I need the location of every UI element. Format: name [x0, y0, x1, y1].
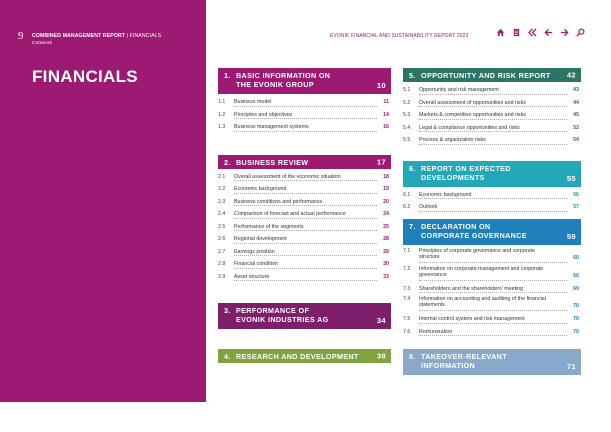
toc-item-number: 5.3 — [403, 112, 411, 118]
dotted-leader — [419, 292, 567, 293]
toc-item-number: 7.2 — [403, 265, 411, 272]
dotted-leader — [234, 280, 377, 281]
toc-item-number: 6.1 — [403, 191, 411, 198]
toc-item-page: 52 — [573, 124, 579, 131]
toc-item-number: 5.4 — [403, 124, 411, 131]
toc-item-number: 2.2 — [218, 186, 226, 192]
toc-column-left — [218, 68, 391, 363]
dotted-leader — [419, 310, 567, 311]
back-double-icon[interactable] — [528, 28, 537, 37]
toc-item-title: Remuneration — [419, 328, 453, 335]
dotted-leader — [419, 335, 567, 336]
toc-item[interactable] — [403, 122, 581, 135]
toc-item-page: 60 — [573, 254, 579, 261]
toc-item[interactable] — [218, 233, 391, 246]
toc-item[interactable] — [218, 183, 391, 196]
toc-item-number: 5.1 — [403, 87, 411, 93]
toc-item-title: Process & organization risks — [419, 137, 486, 143]
toc-item-page: 56 — [573, 191, 579, 198]
breadcrumb-section[interactable]: FINANCIALS — [129, 33, 162, 39]
section-header-1[interactable] — [218, 68, 391, 94]
section-page: 34 — [376, 316, 386, 325]
toc-item-title: Economic background — [419, 191, 472, 198]
section-number: 7. — [409, 221, 416, 231]
breadcrumb-main[interactable]: COMBINED MANAGEMENT REPORT — [32, 33, 126, 39]
toc-item-number: 7.1 — [403, 247, 411, 254]
section-header-4[interactable] — [218, 349, 391, 363]
toc-item-page: 18 — [383, 173, 389, 180]
dotted-leader — [234, 268, 377, 269]
section-title-line1: BASIC INFORMATION ON — [236, 71, 331, 80]
toc-item-page: 45 — [573, 112, 579, 118]
toc-item-title: Business conditions and performance — [234, 198, 323, 205]
toc-item[interactable] — [403, 84, 581, 97]
toc-item-title: Earnings position — [234, 248, 275, 255]
section-page: 59 — [566, 231, 576, 241]
toc-item-page: 44 — [573, 99, 579, 106]
section-title-line2: INFORMATION — [421, 361, 476, 370]
toc-item-page: 70 — [573, 303, 579, 309]
toc-item-page: 16 — [383, 124, 389, 130]
toc-item-title: Outlook — [419, 204, 438, 210]
section-page: 55 — [566, 173, 576, 183]
section-title-line2: CORPORATE GOVERNANCE — [421, 230, 527, 240]
toc-item[interactable] — [403, 134, 581, 147]
toc-item-page: 69 — [573, 285, 579, 292]
toc-item-page: 20 — [383, 198, 389, 205]
toc-item-title: Internal control system and risk management — [419, 316, 525, 322]
toc-item-title: Information on accounting and auditing of the financial statements — [419, 296, 546, 309]
toc-item-number: 1.3 — [218, 124, 226, 130]
dotted-leader — [234, 255, 377, 256]
toc-item-title: Economic background — [234, 186, 287, 192]
toc-item-number: 1.2 — [218, 111, 226, 118]
toc-item-number: 2.9 — [218, 273, 226, 280]
page-number: 9 — [18, 30, 24, 42]
toc-item-title: Principles of corporate governance and corporate structure — [419, 247, 536, 260]
toc-item[interactable] — [218, 271, 391, 284]
section-2-items — [218, 171, 391, 284]
section-7-items — [403, 247, 581, 339]
toc-item-number: 6.2 — [403, 204, 411, 210]
toc-item[interactable] — [403, 97, 581, 110]
toc-item-page: 25 — [383, 223, 389, 230]
section-title-line2: THE EVONIK GROUP — [236, 80, 314, 89]
document-icon[interactable] — [512, 28, 521, 37]
toc-item-number: 2.5 — [218, 223, 226, 230]
dotted-leader — [419, 131, 567, 132]
section-header-8[interactable] — [403, 349, 581, 375]
toc-item[interactable] — [218, 171, 391, 184]
toc-item[interactable] — [218, 109, 391, 122]
toc-item[interactable] — [403, 313, 581, 326]
toc-item-title: Shareholders and the shareholders' meeting — [419, 285, 524, 292]
toc-item-title: Overall assessment of the economic situation — [234, 173, 341, 180]
section-number: 6. — [409, 163, 416, 173]
toc-item[interactable] — [403, 295, 581, 313]
toc-item-number: 2.8 — [218, 261, 226, 267]
section-title-line1: DECLARATION ON — [421, 221, 491, 231]
section-5-items — [403, 84, 581, 147]
section-title-line1: REPORT ON EXPECTED — [421, 163, 511, 173]
toc-item-title: Legal & compliance opportunities and risks — [419, 124, 520, 131]
toc-item-page: 28 — [383, 236, 389, 242]
dotted-leader — [419, 119, 567, 120]
toc-item-page: 29 — [383, 248, 389, 255]
toc-item-page: 33 — [383, 273, 389, 280]
section-title-line1: TAKEOVER-RELEVANT — [421, 352, 507, 361]
breadcrumb-sub: Contents — [32, 41, 52, 46]
section-page: 10 — [376, 81, 386, 90]
toc-item-title: Business model — [234, 99, 272, 105]
toc-item[interactable] — [218, 196, 391, 209]
toc-item-page: 19 — [383, 186, 389, 192]
toc-item[interactable] — [403, 326, 581, 339]
section-header-5[interactable] — [403, 68, 581, 82]
toc-item[interactable] — [403, 201, 581, 214]
dotted-leader — [234, 193, 377, 194]
toc-item-title: Overall assessment of opportunities and risks — [419, 99, 526, 106]
toc-item[interactable] — [403, 283, 581, 296]
dotted-leader — [234, 106, 377, 107]
section-number: 1. — [224, 71, 231, 80]
section-title-line1: RESEARCH AND DEVELOPMENT — [236, 352, 359, 361]
section-page: 71 — [566, 362, 576, 371]
toc-item-title: Comparison of forecast and actual performance — [234, 211, 346, 217]
section-header-2[interactable] — [218, 155, 391, 169]
toc-item-page: 54 — [573, 137, 579, 143]
section-title-line1: BUSINESS REVIEW — [236, 157, 309, 167]
arrow-left-icon[interactable] — [544, 28, 553, 37]
toc-item[interactable] — [403, 189, 581, 202]
section-header-7[interactable] — [403, 219, 581, 245]
section-number: 5. — [409, 71, 416, 80]
toc-item[interactable] — [218, 208, 391, 221]
section-title-line1: OPPORTUNITY AND RISK REPORT — [421, 71, 551, 80]
dotted-leader — [419, 198, 567, 199]
toc-item-page: 30 — [383, 261, 389, 267]
toc-item[interactable] — [218, 246, 391, 259]
toc-item-number: 2.1 — [218, 173, 226, 180]
toc-item-page: 70 — [573, 316, 579, 322]
section-page: 38 — [376, 351, 386, 361]
toc-item-title: Performance of the segments — [234, 223, 304, 230]
toc-item-title: Financial condition — [234, 261, 278, 267]
page-title: FINANCIALS — [32, 67, 138, 86]
section-number: 8. — [409, 352, 416, 361]
section-number: 3. — [224, 306, 231, 315]
report-title: EVONIK FINANCIAL AND SUSTAINABILITY REPORT 2023 — [330, 33, 469, 39]
sidebar-panel — [0, 0, 206, 402]
toc-item[interactable] — [403, 247, 581, 265]
section-header-6[interactable] — [403, 161, 581, 187]
toc-item-title: Opportunity and risk management — [419, 87, 499, 93]
dotted-leader — [234, 131, 377, 132]
section-title-line2: EVONIK INDUSTRIES AG — [236, 315, 329, 324]
section-number: 4. — [224, 352, 231, 361]
toc-item-number: 7.6 — [403, 328, 411, 335]
toc-item-page: 57 — [573, 204, 579, 210]
home-icon[interactable] — [496, 28, 505, 37]
dotted-leader — [419, 94, 567, 95]
toc-item-page: 24 — [383, 211, 389, 217]
dotted-leader — [234, 243, 377, 244]
toc-item-number: 2.6 — [218, 236, 226, 242]
toc-item-page: 60 — [573, 272, 579, 279]
toc-item-number: 7.3 — [403, 285, 411, 292]
toc-item-title: Principles and objectives — [234, 111, 293, 118]
toc-item-title: Information on corporate management and corporate governance — [419, 265, 544, 278]
toc-item[interactable] — [218, 258, 391, 271]
arrow-right-icon[interactable] — [560, 28, 569, 37]
dotted-leader — [419, 106, 567, 107]
toc-item-page: 43 — [573, 87, 579, 93]
dotted-leader — [234, 218, 377, 219]
toc-item-number: 7.4 — [403, 296, 411, 302]
toc-item[interactable] — [218, 221, 391, 234]
toc-item-title: Asset structure — [234, 273, 270, 280]
breadcrumb — [32, 33, 161, 46]
toc-item-title: Regional development — [234, 236, 287, 242]
toc-item[interactable] — [218, 121, 391, 134]
toc-item-page: 11 — [383, 99, 389, 105]
dotted-leader — [234, 205, 377, 206]
breadcrumb-separator: | — [126, 33, 129, 39]
dotted-leader — [234, 180, 377, 181]
toc-item-number: 7.5 — [403, 316, 411, 322]
toc-item-title: Business management systems — [234, 124, 309, 130]
section-header-3[interactable] — [218, 303, 391, 329]
search-icon[interactable] — [576, 28, 585, 37]
section-number: 2. — [224, 157, 231, 167]
toc-column-right — [403, 68, 581, 375]
toc-item-page: 70 — [573, 328, 579, 335]
toc-item-title: Markets & competition opportunities and risks — [419, 112, 526, 118]
toc-item-page: 14 — [383, 111, 389, 118]
section-page: 17 — [376, 157, 386, 166]
dotted-leader — [234, 230, 377, 231]
toc-item-number: 1.1 — [218, 99, 226, 105]
dotted-leader — [419, 280, 567, 281]
nav-toolbar — [496, 28, 585, 37]
dotted-leader — [419, 323, 567, 324]
dotted-leader — [419, 262, 567, 263]
toc-item-number: 5.5 — [403, 137, 411, 143]
toc-item[interactable] — [218, 96, 391, 109]
dotted-leader — [419, 211, 567, 212]
dotted-leader — [419, 144, 567, 145]
section-1-items — [218, 96, 391, 134]
section-title-line2: DEVELOPMENTS — [421, 172, 485, 182]
toc-item-number: 2.4 — [218, 211, 226, 217]
toc-item-number: 5.2 — [403, 99, 411, 106]
section-title-line1: PERFORMANCE OF — [236, 306, 310, 315]
toc-item-number: 2.3 — [218, 198, 226, 205]
section-page: 42 — [566, 70, 576, 80]
toc-item[interactable] — [403, 109, 581, 122]
dotted-leader — [234, 118, 377, 119]
toc-item[interactable] — [403, 265, 581, 283]
toc-item-number: 2.7 — [218, 248, 226, 255]
section-6-items — [403, 189, 581, 214]
